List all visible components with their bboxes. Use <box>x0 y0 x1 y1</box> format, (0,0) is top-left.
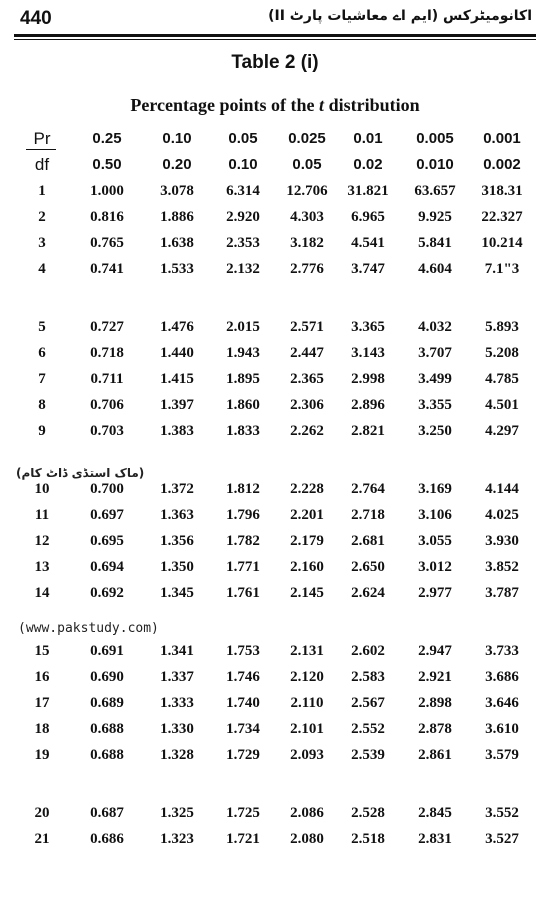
header-row-df <box>18 152 538 178</box>
value-cell: 1.860 <box>226 397 260 413</box>
value-cell: 12.706 <box>286 183 328 199</box>
value-cell: 1.753 <box>226 643 260 659</box>
df-cell: 4 <box>38 261 46 277</box>
pr-col-3: 0.05 <box>228 130 258 147</box>
value-cell: 1.729 <box>226 747 260 763</box>
value-cell: 0.816 <box>90 209 124 225</box>
value-cell: 0.697 <box>90 507 124 523</box>
value-cell: 2.681 <box>351 533 385 549</box>
value-cell: 1.337 <box>160 669 194 685</box>
df-cell: 17 <box>34 695 50 711</box>
value-cell: 0.688 <box>90 721 124 737</box>
value-cell: 2.861 <box>418 747 452 763</box>
value-cell: 4.025 <box>485 507 519 523</box>
value-cell: 0.694 <box>90 559 124 575</box>
running-title: اکانومیٹرکس (ایم اے معاشیات پارٹ II) <box>268 8 532 24</box>
two-tail-col-4: 0.05 <box>292 156 322 173</box>
value-cell: 2.845 <box>418 805 452 821</box>
value-cell: 1.796 <box>226 507 260 523</box>
value-cell: 1.356 <box>160 533 194 549</box>
value-cell: 22.327 <box>481 209 523 225</box>
value-cell: 1.771 <box>226 559 260 575</box>
watermark: (www.pakstudy.com) <box>18 621 159 636</box>
value-cell: 3.143 <box>351 345 385 361</box>
value-cell: 2.518 <box>351 831 385 847</box>
value-cell: 0.711 <box>90 371 124 387</box>
two-tail-col-6: 0.010 <box>416 156 454 173</box>
value-cell: 1.761 <box>226 585 260 601</box>
value-cell: 2.764 <box>351 481 385 497</box>
value-cell: 2.110 <box>290 695 324 711</box>
table-row <box>18 664 538 690</box>
value-cell: 6.965 <box>351 209 385 225</box>
pr-col-4: 0.025 <box>288 130 326 147</box>
value-cell: 3.579 <box>485 747 519 763</box>
value-cell: 2.447 <box>290 345 324 361</box>
value-cell: 2.131 <box>290 643 324 659</box>
caption-before: Percentage points of the <box>130 95 320 115</box>
df-cell: 12 <box>34 533 50 549</box>
value-cell: 1.746 <box>226 669 260 685</box>
df-cell: 8 <box>38 397 46 413</box>
group-spacer <box>18 768 538 800</box>
value-cell: 2.353 <box>226 235 260 251</box>
value-cell: 1.943 <box>226 345 260 361</box>
value-cell: 1.325 <box>160 805 194 821</box>
value-cell: 3.527 <box>485 831 519 847</box>
df-cell: 2 <box>38 209 46 225</box>
value-cell: 4.144 <box>485 481 519 497</box>
value-cell: 0.688 <box>90 747 124 763</box>
value-cell: 1.323 <box>160 831 194 847</box>
df-cell: 13 <box>34 559 50 575</box>
value-cell: 2.080 <box>290 831 324 847</box>
value-cell: 2.160 <box>290 559 324 575</box>
value-cell: 2.132 <box>226 261 260 277</box>
value-cell: 2.015 <box>226 319 260 335</box>
value-cell: 3.733 <box>485 643 519 659</box>
table-row <box>18 716 538 742</box>
group-spacer <box>18 444 538 476</box>
value-cell: 3.078 <box>160 183 194 199</box>
value-cell: 2.120 <box>290 669 324 685</box>
table-row <box>18 690 538 716</box>
df-label: df <box>34 155 50 174</box>
value-cell: 0.687 <box>90 805 124 821</box>
value-cell: 318.31 <box>481 183 523 199</box>
caption-after: distribution <box>324 95 420 115</box>
two-tail-col-2: 0.20 <box>162 156 192 173</box>
value-cell: 31.821 <box>347 183 389 199</box>
table-row <box>18 580 538 606</box>
value-cell: 2.921 <box>418 669 452 685</box>
value-cell: 3.250 <box>418 423 452 439</box>
value-cell: 3.852 <box>485 559 519 575</box>
value-cell: 3.499 <box>418 371 452 387</box>
value-cell: 0.690 <box>90 669 124 685</box>
value-cell: 1.330 <box>160 721 194 737</box>
header-rule-thin <box>14 39 536 40</box>
value-cell: 3.106 <box>418 507 452 523</box>
value-cell: 5.208 <box>485 345 519 361</box>
df-cell: 9 <box>38 423 46 439</box>
table-row <box>18 204 538 230</box>
table-row <box>18 178 538 204</box>
value-cell: 2.145 <box>290 585 324 601</box>
value-cell: 1.440 <box>160 345 194 361</box>
df-cell: 10 <box>34 481 50 497</box>
value-cell: 3.787 <box>485 585 519 601</box>
value-cell: 0.718 <box>90 345 124 361</box>
value-cell: 1.638 <box>160 235 194 251</box>
two-tail-col-7: 0.002 <box>483 156 521 173</box>
pr-label: Pr <box>33 129 51 148</box>
value-cell: 2.947 <box>418 643 452 659</box>
value-cell: 2.998 <box>351 371 385 387</box>
value-cell: 2.179 <box>290 533 324 549</box>
value-cell: 3.707 <box>418 345 452 361</box>
df-cell: 6 <box>38 345 46 361</box>
value-cell: 4.785 <box>485 371 519 387</box>
value-cell: 1.345 <box>160 585 194 601</box>
value-cell: 1.383 <box>160 423 194 439</box>
value-cell: 1.734 <box>226 721 260 737</box>
value-cell: 1.333 <box>160 695 194 711</box>
value-cell: 2.539 <box>351 747 385 763</box>
value-cell: 2.262 <box>290 423 324 439</box>
value-cell: 4.501 <box>485 397 519 413</box>
value-cell: 2.650 <box>351 559 385 575</box>
value-cell: 1.895 <box>226 371 260 387</box>
value-cell: 3.355 <box>418 397 452 413</box>
value-cell: 4.297 <box>485 423 519 439</box>
value-cell: 3.365 <box>351 319 385 335</box>
pr-col-6: 0.005 <box>416 130 454 147</box>
value-cell: 2.365 <box>290 371 324 387</box>
value-cell: 2.624 <box>351 585 385 601</box>
value-cell: 4.541 <box>351 235 385 251</box>
value-cell: 1.476 <box>160 319 194 335</box>
pr-col-1: 0.25 <box>92 130 122 147</box>
value-cell: 1.350 <box>160 559 194 575</box>
value-cell: 1.886 <box>160 209 194 225</box>
page-header <box>14 6 536 36</box>
value-cell: 3.610 <box>485 721 519 737</box>
df-cell: 19 <box>34 747 50 763</box>
value-cell: 3.055 <box>418 533 452 549</box>
value-cell: 6.314 <box>226 183 260 199</box>
value-cell: 2.896 <box>351 397 385 413</box>
caption-italic: t <box>319 95 325 115</box>
value-cell: 3.646 <box>485 695 519 711</box>
table-row <box>18 638 538 664</box>
df-cell: 7 <box>38 371 46 387</box>
pr-col-7: 0.001 <box>483 130 521 147</box>
value-cell: 2.567 <box>351 695 385 711</box>
df-cell: 15 <box>34 643 50 659</box>
value-cell: 2.228 <box>290 481 324 497</box>
df-cell: 3 <box>38 235 46 251</box>
df-cell: 11 <box>34 507 50 523</box>
value-cell: 0.700 <box>90 481 124 497</box>
group-spacer <box>18 282 538 314</box>
table-row <box>18 392 538 418</box>
table-row <box>18 502 538 528</box>
value-cell: 2.920 <box>226 209 260 225</box>
value-cell: 3.552 <box>485 805 519 821</box>
value-cell: 3.169 <box>418 481 452 497</box>
value-cell: 3.930 <box>485 533 519 549</box>
table-row <box>18 476 538 502</box>
value-cell: 2.552 <box>351 721 385 737</box>
value-cell: 0.765 <box>90 235 124 251</box>
value-cell: 0.741 <box>90 261 124 277</box>
value-cell: 2.878 <box>418 721 452 737</box>
value-cell: 1.812 <box>226 481 260 497</box>
value-cell: 1.725 <box>226 805 260 821</box>
value-cell: 7.1"3 <box>484 261 520 277</box>
value-cell: 0.686 <box>90 831 124 847</box>
value-cell: 63.657 <box>414 183 456 199</box>
header-rule-thick <box>14 34 536 37</box>
pr-df-divider <box>26 149 56 150</box>
value-cell: 1.341 <box>160 643 194 659</box>
site-stamp: (ماک استڈی ڈاٹ کام) <box>16 466 145 480</box>
table-row <box>18 800 538 826</box>
pr-col-2: 0.10 <box>162 130 192 147</box>
value-cell: 2.602 <box>351 643 385 659</box>
value-cell: 1.328 <box>160 747 194 763</box>
value-cell: 1.363 <box>160 507 194 523</box>
value-cell: 1.782 <box>226 533 260 549</box>
value-cell: 1.000 <box>90 183 124 199</box>
value-cell: 2.821 <box>351 423 385 439</box>
value-cell: 0.689 <box>90 695 124 711</box>
table-title: Table 2 (i) <box>231 52 319 73</box>
value-cell: 2.571 <box>290 319 324 335</box>
df-cell: 1 <box>38 183 46 199</box>
value-cell: 4.032 <box>418 319 452 335</box>
value-cell: 2.528 <box>351 805 385 821</box>
df-cell: 18 <box>34 721 50 737</box>
header-row-pr <box>18 126 538 152</box>
two-tail-col-5: 0.02 <box>353 156 383 173</box>
table-row <box>18 256 538 282</box>
two-tail-col-1: 0.50 <box>92 156 122 173</box>
value-cell: 2.093 <box>290 747 324 763</box>
table-row <box>18 554 538 580</box>
value-cell: 3.747 <box>351 261 385 277</box>
df-cell: 16 <box>34 669 50 685</box>
table-row <box>18 366 538 392</box>
table-row <box>18 230 538 256</box>
value-cell: 2.306 <box>290 397 324 413</box>
value-cell: 2.101 <box>290 721 324 737</box>
page-number: 440 <box>20 8 52 29</box>
value-cell: 5.841 <box>418 235 452 251</box>
value-cell: 3.182 <box>290 235 324 251</box>
value-cell: 5.893 <box>485 319 519 335</box>
value-cell: 2.977 <box>418 585 452 601</box>
value-cell: 1.533 <box>160 261 194 277</box>
table-row <box>18 528 538 554</box>
value-cell: 3.012 <box>418 559 452 575</box>
t-distribution-table <box>18 126 538 852</box>
value-cell: 0.727 <box>90 319 124 335</box>
value-cell: 1.721 <box>226 831 260 847</box>
value-cell: 9.925 <box>418 209 452 225</box>
table-row <box>18 418 538 444</box>
value-cell: 2.718 <box>351 507 385 523</box>
value-cell: 1.397 <box>160 397 194 413</box>
value-cell: 2.776 <box>290 261 324 277</box>
table-body <box>18 178 538 852</box>
df-cell: 20 <box>34 805 50 821</box>
table-row <box>18 314 538 340</box>
value-cell: 1.372 <box>160 481 194 497</box>
value-cell: 2.831 <box>418 831 452 847</box>
table-caption <box>0 95 550 116</box>
table-row <box>18 340 538 366</box>
value-cell: 0.692 <box>90 585 124 601</box>
df-cell: 14 <box>34 585 50 601</box>
value-cell: 10.214 <box>481 235 523 251</box>
value-cell: 2.086 <box>290 805 324 821</box>
value-cell: 4.303 <box>290 209 324 225</box>
value-cell: 2.201 <box>290 507 324 523</box>
value-cell: 0.691 <box>90 643 124 659</box>
value-cell: 1.740 <box>226 695 260 711</box>
two-tail-col-3: 0.10 <box>228 156 258 173</box>
value-cell: 3.686 <box>485 669 519 685</box>
value-cell: 2.583 <box>351 669 385 685</box>
value-cell: 0.695 <box>90 533 124 549</box>
table-row <box>18 742 538 768</box>
group-spacer <box>18 606 538 638</box>
value-cell: 1.415 <box>160 371 194 387</box>
value-cell: 1.833 <box>226 423 260 439</box>
value-cell: 2.898 <box>418 695 452 711</box>
pr-col-5: 0.01 <box>353 130 383 147</box>
value-cell: 0.706 <box>90 397 124 413</box>
table-row <box>18 826 538 852</box>
df-cell: 21 <box>34 831 50 847</box>
df-cell: 5 <box>38 319 46 335</box>
value-cell: 0.703 <box>90 423 124 439</box>
value-cell: 4.604 <box>418 261 452 277</box>
